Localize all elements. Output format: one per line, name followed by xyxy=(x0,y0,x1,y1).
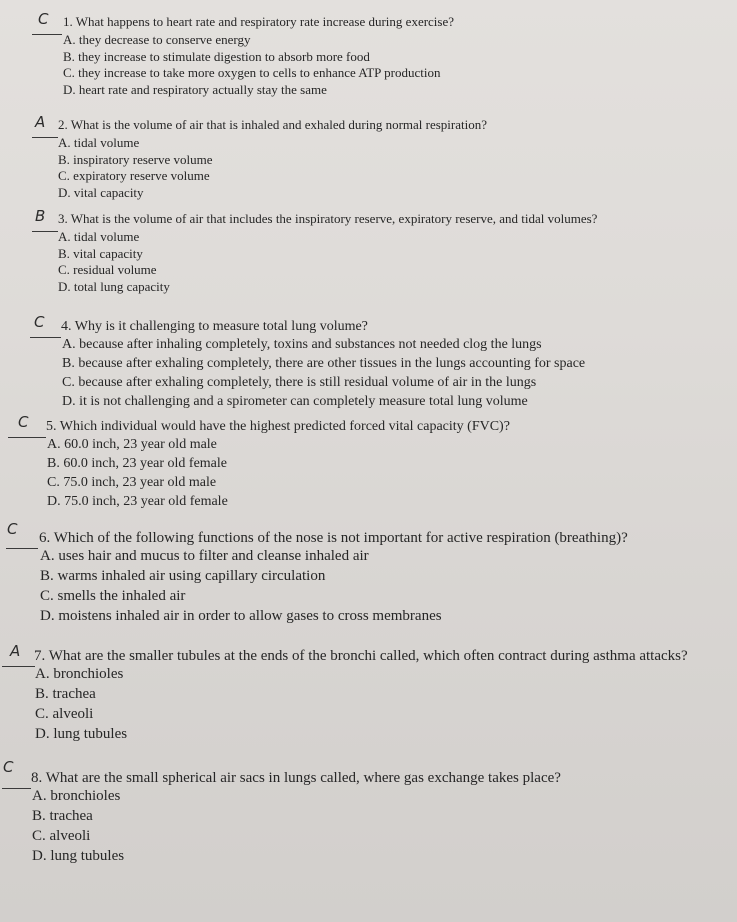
option-3d: D. total lung capacity xyxy=(58,278,170,294)
question-6 xyxy=(0,520,737,626)
option-1c: C. they increase to take more oxygen to cells to enhance ATP production xyxy=(63,65,441,80)
option-4b: B. because after exhaling completely, there are other tissues in the lungs accounting for space xyxy=(62,356,586,371)
option-8b: B. trachea xyxy=(32,808,93,824)
option-1a: A. they decrease to conserve energy xyxy=(63,32,251,47)
answer-blank-7[interactable] xyxy=(2,642,35,667)
option-5c: C. 75.0 inch, 23 year old male xyxy=(47,475,217,490)
option-3c: C. residual volume xyxy=(58,262,157,277)
option-2b: B. inspiratory reserve volume xyxy=(58,151,213,167)
question-2 xyxy=(0,113,737,201)
option-8d: D. lung tubules xyxy=(32,848,125,864)
answer-letter-8: C xyxy=(3,758,14,776)
answer-blank-1[interactable] xyxy=(32,10,62,35)
question-text-4: 4. Why is it challenging to measure total lung volume? xyxy=(61,319,368,334)
question-5 xyxy=(0,413,737,511)
answer-blank-6[interactable] xyxy=(6,520,38,549)
question-1 xyxy=(0,10,737,98)
question-text-6: 6. Which of the following functions of the nose is not important for active respiration (breathing)? xyxy=(39,530,628,546)
question-text-7: 7. What are the smaller tubules at the ends of the bronchi called, which often contract during asthma attacks? xyxy=(34,648,688,664)
option-7d: D. lung tubules xyxy=(35,726,128,742)
option-6b: B. warms inhaled air using capillary circulation xyxy=(40,568,326,584)
question-text-5: 5. Which individual would have the highest predicted forced vital capacity (FVC)? xyxy=(46,419,510,434)
question-text-2: 2. What is the volume of air that is inhaled and exhaled during normal respiration? xyxy=(58,117,487,132)
option-7a: A. bronchioles xyxy=(35,666,124,682)
option-6d: D. moistens inhaled air in order to allow gases to cross membranes xyxy=(40,608,442,624)
option-1b: B. they increase to stimulate digestion to absorb more food xyxy=(63,48,370,64)
option-4c: C. because after exhaling completely, there is still residual volume of air in the lungs xyxy=(62,375,537,390)
option-5b: B. 60.0 inch, 23 year old female xyxy=(47,456,228,471)
answer-letter-7: A xyxy=(10,642,21,660)
answer-letter-5: C xyxy=(18,413,29,431)
question-text-8: 8. What are the small spherical air sacs in lungs called, where gas exchange takes place? xyxy=(31,770,561,786)
question-4 xyxy=(0,313,737,411)
option-5a: A. 60.0 inch, 23 year old male xyxy=(47,437,217,452)
option-3a: A. tidal volume xyxy=(58,229,140,244)
question-8 xyxy=(0,758,737,866)
question-text-1: 1. What happens to heart rate and respiratory rate increase during exercise? xyxy=(63,14,455,29)
answer-letter-4: C xyxy=(34,313,45,331)
answer-blank-8[interactable] xyxy=(2,758,31,789)
option-6c: C. smells the inhaled air xyxy=(40,588,186,604)
answer-letter-1: C xyxy=(38,10,49,28)
option-3b: B. vital capacity xyxy=(58,245,143,261)
option-7b: B. trachea xyxy=(35,686,96,702)
answer-letter-6: C xyxy=(7,520,18,538)
answer-blank-3[interactable] xyxy=(32,207,58,232)
option-7c: C. alveoli xyxy=(35,706,94,722)
question-3 xyxy=(0,207,737,295)
question-text-3: 3. What is the volume of air that includes the inspiratory reserve, expiratory reserve, and tidal volumes? xyxy=(58,211,598,226)
option-1d: D. heart rate and respiratory actually stay the same xyxy=(63,81,327,97)
option-2a: A. tidal volume xyxy=(58,135,140,150)
option-4d: D. it is not challenging and a spirometer can completely measure total lung volume xyxy=(62,394,528,409)
answer-letter-2: A xyxy=(35,113,46,131)
question-7 xyxy=(0,642,737,744)
option-4a: A. because after inhaling completely, toxins and substances not needed clog the lungs xyxy=(62,337,542,352)
answer-letter-3: B xyxy=(35,207,46,225)
option-5d: D. 75.0 inch, 23 year old female xyxy=(47,494,228,509)
option-8a: A. bronchioles xyxy=(32,788,121,804)
option-2c: C. expiratory reserve volume xyxy=(58,168,210,183)
option-8c: C. alveoli xyxy=(32,828,91,844)
answer-blank-4[interactable] xyxy=(30,313,61,338)
option-6a: A. uses hair and mucus to filter and cleanse inhaled air xyxy=(40,548,369,564)
answer-blank-2[interactable] xyxy=(32,113,58,138)
answer-blank-5[interactable] xyxy=(8,413,46,438)
option-2d: D. vital capacity xyxy=(58,184,144,200)
